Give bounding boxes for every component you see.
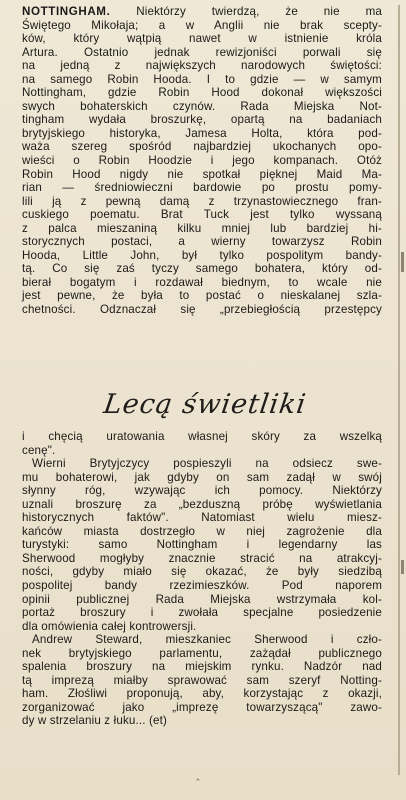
article-heading (90, 385, 320, 425)
article-line: swych bohaterskich czynów. Rada Miejska Not- (22, 99, 382, 113)
article-line: Świętego Mikołaja; a w Anglii nie brak scepty- (22, 18, 382, 32)
article-line: mu bohaterowi, jak gdyby on sam zadął w swój (22, 470, 382, 484)
article-line: chetności. Odznaczał się „przebiegłością przestępcy (22, 303, 382, 317)
page-edge-tick (401, 560, 404, 574)
article-line: Nottingham, gdzie Robin Hood dokonał większości (22, 86, 382, 100)
article-line: Robin Hood nigdy nie spotkał pięknej Maid Ma- (22, 167, 382, 181)
article-title: Lecą świetliki (101, 389, 309, 420)
article-line: historycznych faktów". Natomiast wielu miesz- (22, 511, 382, 525)
article-line: i chęcią uratowania własnej skóry za wszelką (22, 430, 382, 443)
dateline-place: NOTTINGHAM. (22, 5, 111, 18)
article-line: dla omówienia całej kontrowersji. (22, 619, 197, 633)
article-line: jest pewne, że była to postać o nieskalanej szla- (22, 289, 382, 303)
article-body-lower (22, 430, 382, 728)
article-line: cenę". (22, 443, 56, 457)
article-line: nek brytyjskiego parlamentu, zażądał publicznego (22, 646, 382, 660)
article-line: uznali broszurę za „bezduszną próbę wyświetlania (22, 497, 382, 511)
article-line: ków, który wątpią nawet w istnienie króla (22, 32, 382, 46)
article-line: Andrew Steward, mieszkaniec Sherwood i czło- (32, 633, 382, 647)
article-line: storycznych postaci, a wierny towarzysz Robin (22, 235, 382, 249)
article-line: waża szereg spośród najbardziej ukochanych opo- (22, 140, 382, 154)
article-line: Artura. Ostatnio jednak rewizjoniści porwali się (22, 45, 382, 59)
article-line: Hooda, Little John, był tylko pospolitym bandy- (22, 248, 382, 262)
article-line: lili ją z pewną damą z trzynastowiecznego fran- (22, 194, 382, 208)
article-line: Sherwood mogłyby znacznie stracić na atrakcyj- (22, 551, 382, 565)
article-line: NOTTINGHAM. Niektórzy twierdzą, że nie ma (22, 5, 382, 18)
article-body-upper (22, 5, 382, 317)
article-line: turystyki: samo Nottingham i legendarny las (22, 538, 382, 552)
article-line: na jedną z największych narodowych świętości: (22, 59, 382, 73)
article-line: pospolitej bandy rzezimieszków. Pod naporem (22, 579, 382, 593)
article-line: ności, gdyby miało się okazać, że były siedzibą (22, 565, 382, 579)
article-line: tą imprezą miałby sprawować sam szeryf Notting- (22, 673, 382, 687)
bottom-mark: ‸ (196, 769, 200, 781)
article-line: portaż broszury i zwołała specjalne posiedzenie (22, 606, 382, 620)
article-line: ham. Złośliwi proponują, aby, korzystając z okazji, (22, 687, 382, 701)
article-line: brytyjskiego historyka, Jamesa Holta, która pod- (22, 126, 382, 140)
article-line: z palca mieszaniną kilku mniej lub bardziej hi- (22, 221, 382, 235)
article-line: tingham wydała broszurkę, opartą na badaniach (22, 113, 382, 127)
article-line: cuskiego poematu. Brat Tuck jest tylko wyssaną (22, 208, 382, 222)
article-line: opinii publicznej Rada Miejska wstrzymała kol- (22, 592, 382, 606)
article-line: dy w strzelaniu z łuku... (et) (22, 714, 167, 728)
page-edge-tick (401, 252, 404, 272)
article-line: zorganizować jako „imprezę towarzyszącą" zawo- (22, 700, 382, 714)
article-line: tą. Co się zaś tyczy samego bohatera, który od- (22, 262, 382, 276)
article-line: słynny róg, wzywając ich pomocy. Niektórzy (22, 484, 382, 498)
article-line: kańców miasta dostrzegło w niej zagrożenie dla (22, 524, 382, 538)
article-line: spalenia broszury na miejskim rynku. Nadzór nad (22, 660, 382, 674)
article-line: Wierni Brytyjczycy pospieszyli na odsiecz swe- (32, 457, 382, 471)
page-edge-rule (398, 5, 400, 775)
article-line: bierał bogatym i rozdawał biednym, to wcale nie (22, 275, 382, 289)
article-line: na samego Robin Hooda. I to gdzie — w samym (22, 72, 382, 86)
article-line: wieści o Robin Hoodzie i jego kompanach. Otóż (22, 154, 382, 168)
article-line: rian — średniowieczni bardowie po prostu pomy- (22, 181, 382, 195)
